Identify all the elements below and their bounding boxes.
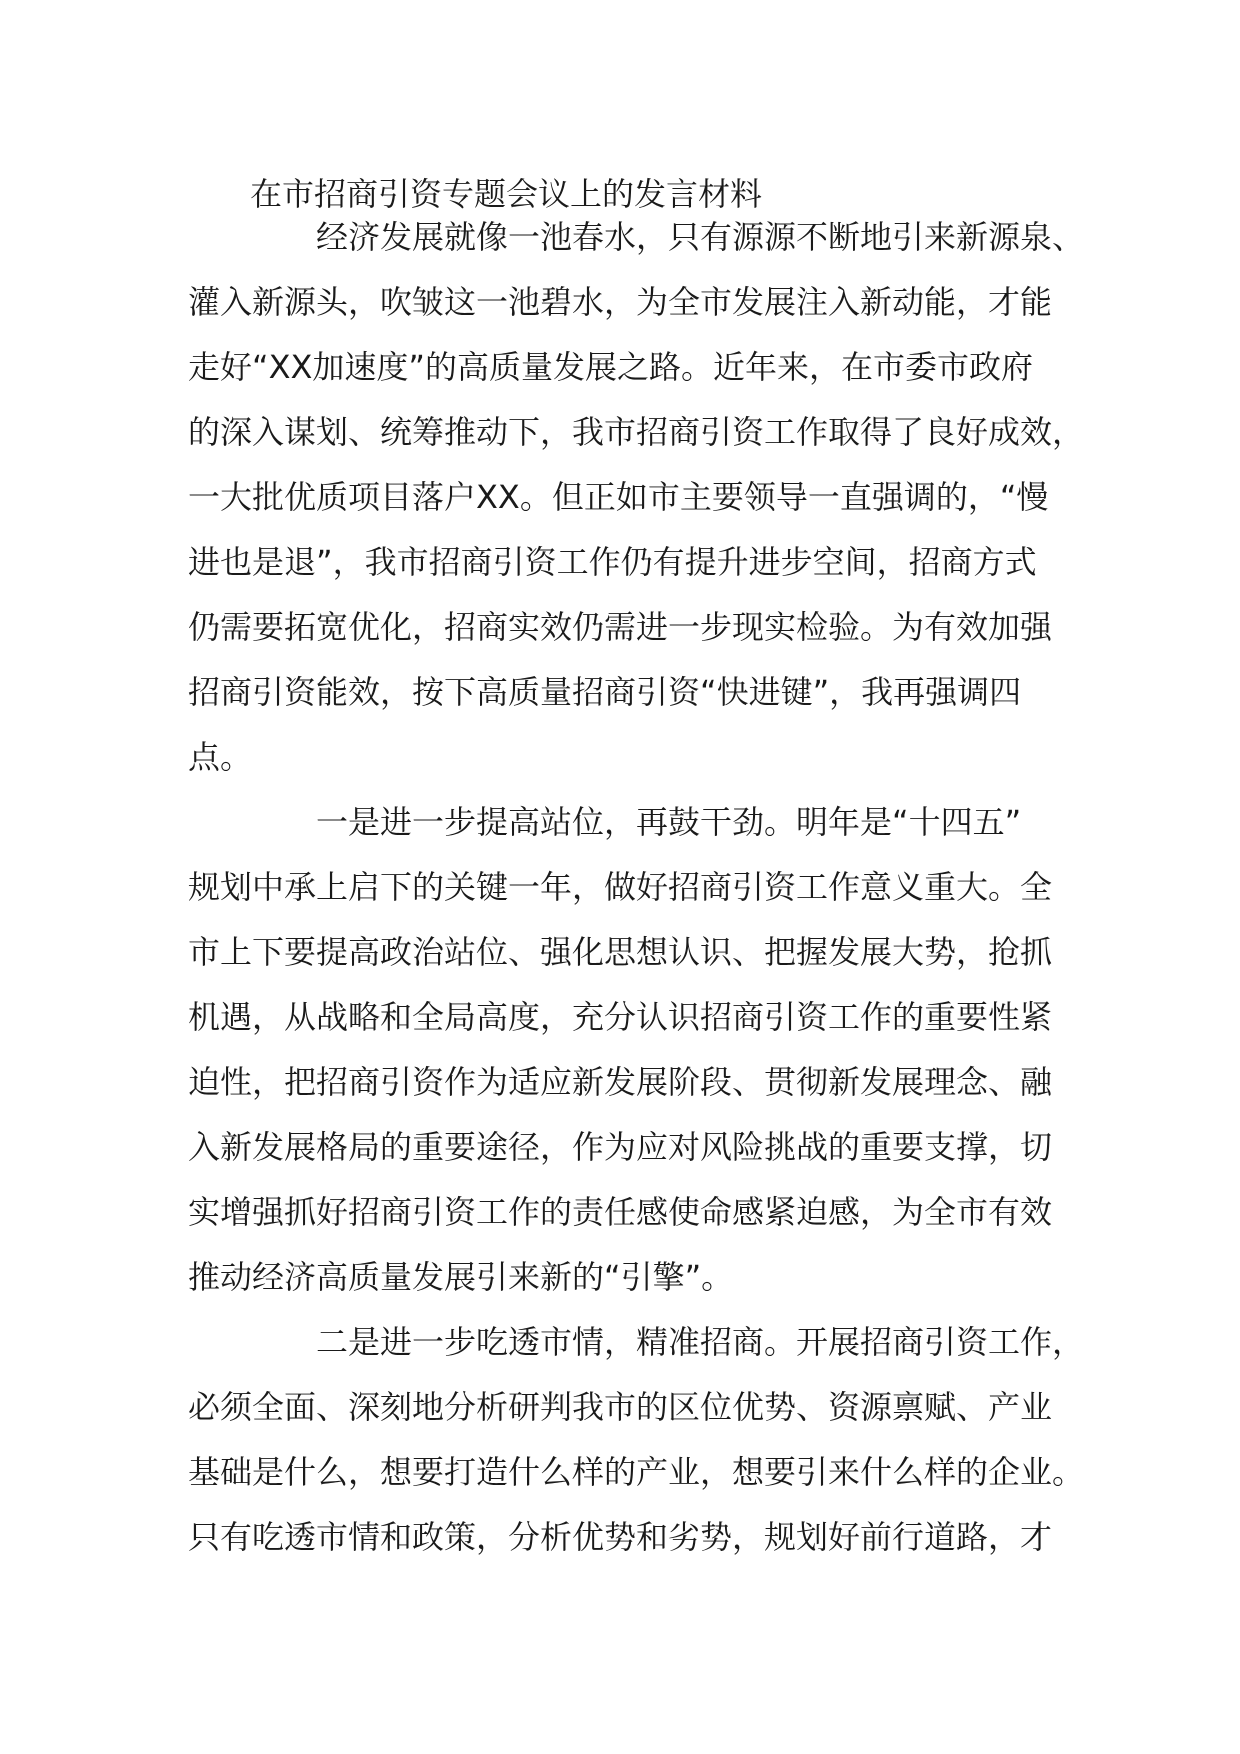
paragraph-line: 机遇，从战略和全局高度，充分认识招商引资工作的重要性紧 bbox=[188, 998, 1053, 1036]
paragraph-line: 仍需要拓宽优化，招商实效仍需进一步现实检验。为有效加强 bbox=[188, 608, 1053, 646]
paragraph-line: 基础是什么，想要打造什么样的产业，想要引来什么样的企业。 bbox=[188, 1453, 1085, 1491]
paragraph-line: 的深入谋划、统筹推动下，我市招商引资工作取得了良好成效， bbox=[188, 413, 1085, 451]
paragraph-line: 点。 bbox=[188, 738, 253, 776]
paragraph-3 bbox=[188, 1310, 1088, 1570]
paragraph-line: 走好“XX加速度”的高质量发展之路。近年来，在市委市政府 bbox=[188, 348, 1034, 386]
paragraph-line: 迫性，把招商引资作为适应新发展阶段、贯彻新发展理念、融 bbox=[188, 1063, 1053, 1101]
paragraph-line: 只有吃透市情和政策，分析优势和劣势，规划好前行道路，才 bbox=[188, 1518, 1053, 1556]
paragraph-line: 入新发展格局的重要途径，作为应对风险挑战的重要支撑，切 bbox=[188, 1128, 1053, 1166]
paragraph-line: 推动经济高质量发展引来新的“引擎”。 bbox=[188, 1258, 734, 1296]
paragraph-line: 一大批优质项目落户XX。但正如市主要领导一直强调的，“慢 bbox=[188, 478, 1049, 516]
paragraph-line: 市上下要提高政治站位、强化思想认识、把握发展大势，抢抓 bbox=[188, 933, 1053, 971]
paragraph-line: 灌入新源头，吹皱这一池碧水，为全市发展注入新动能，才能 bbox=[188, 283, 1053, 321]
paragraph-line: 规划中承上启下的关键一年，做好招商引资工作意义重大。全 bbox=[188, 868, 1053, 906]
paragraph-1 bbox=[188, 205, 1088, 790]
paragraph-line: 经济发展就像一池春水，只有源源不断地引来新源泉、 bbox=[316, 218, 1085, 256]
document-title: 在市招商引资专题会议上的发言材料 bbox=[250, 175, 763, 213]
paragraph-line: 实增强抓好招商引资工作的责任感使命感紧迫感，为全市有效 bbox=[188, 1193, 1053, 1231]
paragraph-line: 一是进一步提高站位，再鼓干劲。明年是“十四五” bbox=[316, 803, 1022, 841]
paragraph-line: 进也是退”，我市招商引资工作仍有提升进步空间，招商方式 bbox=[188, 543, 1037, 581]
paragraph-line: 必须全面、深刻地分析研判我市的区位优势、资源禀赋、产业 bbox=[188, 1388, 1053, 1426]
paragraph-line: 招商引资能效，按下高质量招商引资“快进键”，我再强调四 bbox=[188, 673, 1022, 711]
paragraph-2 bbox=[188, 790, 1088, 1310]
paragraph-line: 二是进一步吃透市情，精准招商。开展招商引资工作， bbox=[316, 1323, 1085, 1361]
